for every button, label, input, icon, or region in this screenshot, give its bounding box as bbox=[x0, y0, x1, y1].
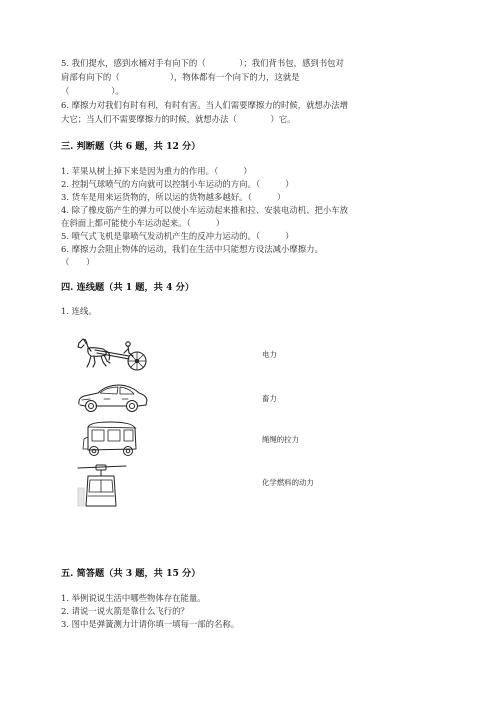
short-answer-3: 3. 图中是弹簧测力计请你填一填每一部的名称。 bbox=[61, 619, 240, 629]
judge-item-1: 1. 苹果从树上掉下来是因为重力的作用。（ ） bbox=[61, 166, 252, 176]
section4-title: 四. 连线题（共 1 题，共 4 分） bbox=[61, 282, 195, 293]
judge-item-3: 3. 货车是用来运货物的，所以运的货物越多越好。（ ） bbox=[61, 192, 286, 202]
short-answer-2: 2. 请说一说火箭是靠什么飞行的？ bbox=[61, 606, 189, 616]
short-answer-1: 1. 举例说说生活中哪些物体存在能量。 bbox=[61, 593, 206, 603]
judge-item-6-cont: （ ） bbox=[61, 257, 95, 267]
judge-item-6: 6. 摩擦力会阻止物体的运动，我们在生活中只能想方设法减小摩擦力。 bbox=[61, 244, 323, 254]
judge-item-5: 5. 喷气式飞机是靠喷气发动机产生的反冲力运动的。（ ） bbox=[61, 231, 294, 241]
judge-item-2: 2. 控制气球喷气的方向就可以控制小车运动的方向。（ ） bbox=[61, 179, 294, 189]
fill-q6-line1: 6. 摩擦力对我们有时有利，有时有害。当人们需要摩擦力的时候，就想办法增 bbox=[61, 100, 349, 110]
label-rope-pull: 绳绳的拉力 bbox=[262, 435, 299, 444]
label-chemical-fuel: 化学燃料的动力 bbox=[262, 478, 314, 487]
label-animal-power: 畜力 bbox=[262, 394, 277, 403]
matching-prompt: 1. 连线。 bbox=[61, 306, 97, 316]
section5-title: 五. 简答题（共 3 题，共 15 分） bbox=[61, 568, 201, 579]
judge-item-4: 4. 除了橡皮筋产生的弹力可以使小车运动起来推和拉、安装电动机、把小车放 bbox=[61, 205, 349, 215]
tuk-tuk-picture bbox=[80, 419, 142, 459]
fill-q5-line2: 肩部有向下的（ ），物体都有一个向下的力，这就是 bbox=[61, 72, 300, 82]
judge-item-4-cont: 在斜面上都可能使小车运动起来。（ ） bbox=[61, 218, 225, 228]
cable-car-picture bbox=[76, 462, 128, 510]
label-electric-power: 电力 bbox=[262, 350, 277, 359]
horse-carriage-picture bbox=[73, 335, 153, 375]
fill-q6-line2: 大它；当人们不需要摩擦力的时候，就想办法（ ）它。 bbox=[61, 114, 296, 124]
section3-title: 三. 判断题（共 6 题，共 12 分） bbox=[61, 141, 201, 152]
car-picture bbox=[76, 380, 150, 414]
fill-q5-line1: 5. 我们提水，感到水桶对手有向下的（ ）；我们背书包，感到书包对 bbox=[61, 58, 344, 68]
fill-q5-line3: （ ）。 bbox=[61, 86, 124, 96]
